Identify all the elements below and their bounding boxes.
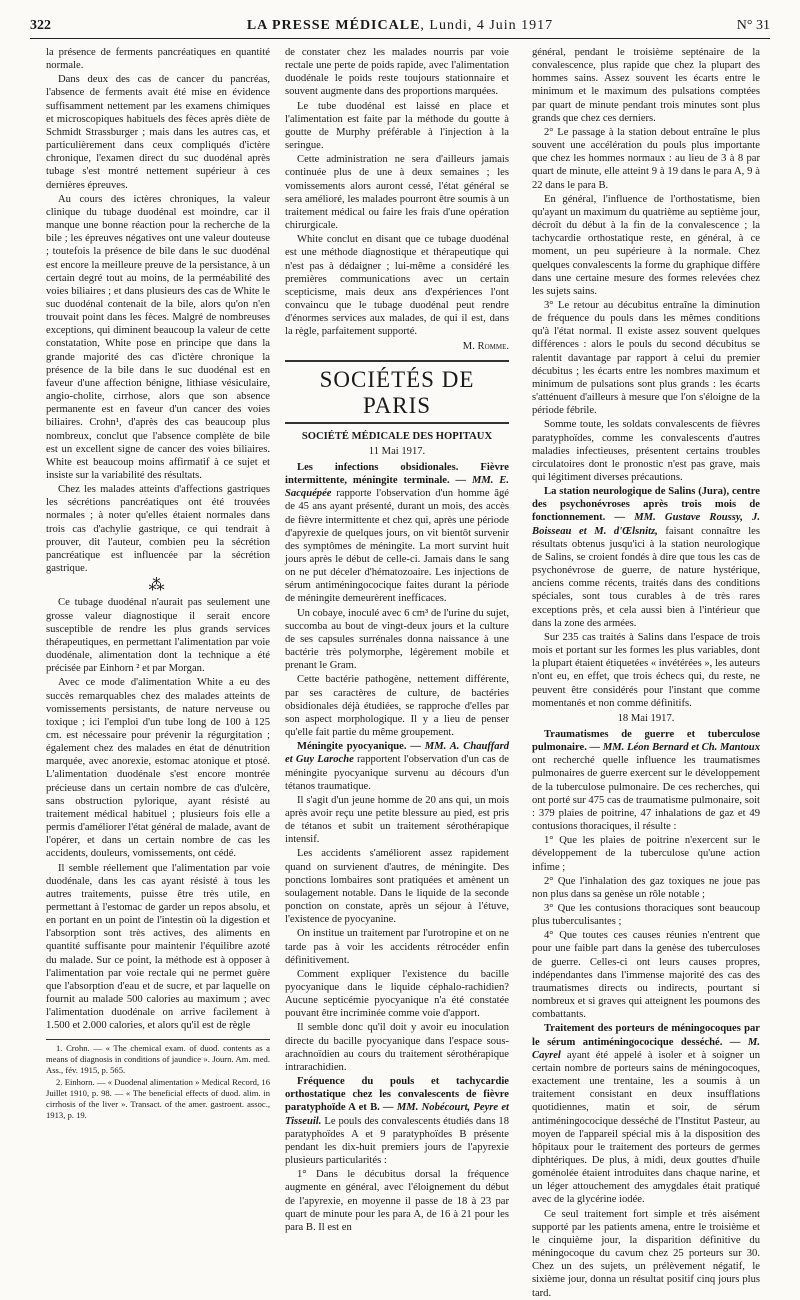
footnote: 1. Crohn. — « The chemical exam. of duod. contents as a means of diagnosis in conditions of jaundice ». Journ. Am. med. Ass., fév. 1915, p. 565. — [46, 1042, 270, 1075]
report-entry — [532, 485, 760, 630]
footnotes — [46, 1039, 270, 1121]
paragraph: On institue un traitement par l'urotropine et on ne tarde pas à voir les accidents rétrocéder enfin définitivement. — [285, 928, 509, 966]
report-text: rapportent l'observation d'un cas de méningite pyocyanique survenu au décours d'un tétanos traumatique. — [285, 754, 509, 792]
paragraph: général, pendant le troisième septénaire de la convalescence, plus rapide que chez la plupart des hommes sains. Assez souvent les écarts entre le minimum et le maximum des pulsations comptées par quart de minute pendant trois minutes sont plus grands que chez ces derniers. — [532, 47, 760, 124]
meeting-date: 11 Mai 1917. — [368, 445, 426, 457]
journal-name: LA PRESSE MÉDICALE — [246, 18, 421, 33]
paragraph: Avec ce mode d'alimentation White a eu des succès remarquables chez des malades atteints de vomissements persistants, de nature nerveuse ou toxique ; ici l'emploi d'un tube long de 100 à 125 cm. est nécessaire pour prévenir la régurgitation ; également chez des malades en état de dénutrition marquée, avec anorexie, estomac atonique et ptosé. L'alimentation duodénale s'est encore montrée précieuse dans un certain nombre de cas d'ulcère, sans obstruction pylorique, ayant résisté au traitement médical habituel ; plusieurs fois elle a permis d'améliorer l'état général de malade, avant de l'opérer, et dans un certain nombre de cas les accidents, douleurs, vomissements, ont cédé. — [46, 677, 270, 860]
column-2 — [285, 46, 510, 1233]
paragraph: Il semble donc qu'il doit y avoir eu inoculation directe du bacille pyocyanique dans l'espace sous-arachnoïdien au cours du traitement sérothérapique intrarachidien. — [285, 1022, 509, 1073]
report-text: rapporte l'observation d'un homme âgé de 45 ans ayant présenté, durant un mois, des accès de fièvre intermittente et chez qui, après une période d'apyrexie de quelques jours, on vit bientôt survenir des symptômes de méningite. La mort survint huit jours après le début de celle-ci. Jamais dans le sang on ne put déceler d'hématozoaire. Les injections de sérum antiméningococique faites durant la période de méningite demeurèrent inefficaces. — [285, 488, 509, 605]
page-number: 322 — [30, 18, 51, 33]
report-authors: — MM. Léon Bernard et Ch. Mantoux — [589, 742, 760, 754]
paragraph: 1° Dans le décubitus dorsal la fréquence augmente en général, avec l'éloignement du début de l'apyrexie, en moyenne il passe de 18 à 23 par quart de minute pour les para A, de 16 à 21 pour les para B. Il est en — [285, 1169, 509, 1233]
report-title: Méningite pyocyanique. — [297, 741, 407, 753]
paragraph: 4° Que toutes ces causes réunies n'entrent que pour une faible part dans la genèse des tuberculoses de guerre. Celles-ci ont leurs causes propres, indépendantes dans l'immense majorité des cas des traumatismes directs ou indirects, pourtant si nombreux et si graves qui atteignent les poumons des combattants. — [532, 930, 760, 1021]
report-title: Traitement des porteurs de méningocoques par le sérum antiméningococique desséché. — [532, 1023, 760, 1048]
paragraph: 3° Que les contusions thoraciques sont beaucoup plus tuberculisantes ; — [532, 903, 760, 928]
report-authors: — M. Cayrel — [532, 1036, 760, 1061]
paragraph: Il semble réellement que l'alimentation par voie duodénale, dans les cas ayant résisté à tous les autres traitements, puisse être très utile, en permettant à l'estomac de garder un repos absolu, et en portant en un point de l'intestin où la digestion et l'absorption sont très actives, des aliments en quantité suffisante pour maintenir l'équilibre azoté du malade. Sur ce point, la méthode est à opposer à l'alimentation par voie rectale qui ne permet guère que l'absorption d'eau et de sucre, et par laquelle on fournit au malade 500 calories au maximum ; avec l'alimentation duodénale on arrive facilement à 1.500 et 2.000 calories, et alors qu'il est de règle — [46, 862, 270, 1032]
paragraph: Cette bactérie pathogène, nettement différente, par ses caractères de culture, de bactéries obsidionales déjà étudiées, se rapproche d'elles par son aspect morphologique. Il y a lieu de penser qu'elle fait partie du même groupement. — [285, 674, 509, 739]
report-authors: — MM. Nobécourt, Peyre et Tisseuil. — [285, 1102, 510, 1127]
paragraph: la présence de ferments pancréatiques en quantité normale. — [46, 47, 270, 72]
paragraph: de constater chez les malades nourris par voie rectale une perte de poids rapide, avec l'alimentation duodénale le poids reste toujours stationnaire et souvent augmente dans des proportions marquées. — [285, 47, 509, 98]
paragraph: Dans deux des cas de cancer du pancréas, l'absence de ferments avait été mise en évidence suffisamment nettement par les examens chimiques et microscopiques habituels des fèces après diète de Schmidt Strassburger ; mais dans les autres cas, et particulièrement dans ceux compliqués d'ictère chronique, l'examen direct du suc duodénal après tubage s'est montré nettement supérieur à ces dernières épreuves. — [46, 74, 270, 191]
footnote: 2. Einhorn. — « Duodenal alimentation » Medical Record, 16 Juillet 1910, p. 98. — « The beneficial effects of duod. alim. in cirrhosis of the liver ». Transact. of the amer. gastroent. assoc., 1913, p. 19. — [46, 1076, 270, 1120]
paragraph: Ce seul traitement fort simple et très aisément supporté par les patients amena, entre le troisième et le cinquième jour, la disparition définitive du méningocoque du cavum chez 25 porteurs sur 30. Chez un des sujets, un prélèvement négatif, le sixième jour, donna un résultat positif cinq jours plus tard. — [532, 1208, 760, 1299]
society-name: SOCIÉTÉ MÉDICALE DES HOPITAUX — [301, 430, 493, 442]
running-header — [30, 18, 770, 39]
issue-date: , Lundi, 4 Juin 1917 — [420, 18, 554, 33]
paragraph: 2° Que l'inhalation des gaz toxiques ne joue pas non plus dans sa genèse un rôle notable ; — [532, 875, 760, 900]
meeting-date: 18 Mai 1917. — [617, 712, 675, 724]
paragraph: Sur 235 cas traités à Salins dans l'espace de trois mois et portant sur les formes les plus variables, dont la plupart étaient étiquetées « invétérées », les auteurs n'ont eu, en effet, que trois échecs qui, du reste, ne peuvent être considérés pour l'instant que comme momentanés et non comme définitifs. — [532, 631, 760, 709]
report-entry — [285, 1075, 509, 1167]
paragraph: 2° Le passage à la station debout entraîne le plus souvent une accélération du pouls plus importante que chez les hommes normaux : au lieu de 3 à 8 par quart de minute, elle atteint 9 à 19 dans le para A, 9 à 22 dans le para B. — [532, 126, 760, 191]
report-title: Les infections obsidionales. Fièvre intermittente, méningite terminale. — [285, 461, 509, 487]
section-separator: ⁂ — [148, 577, 168, 595]
column-3 — [532, 46, 760, 1299]
report-authors: — MM. Gustave Roussy, J. Boisseau et M. d'Œlsnitz, — [532, 512, 760, 537]
paragraph: Comment expliquer l'existence du bacille pyocyanique dans le liquide céphalo-rachidien? Aucune septicémie pyocyanique n'a été constatée pouvant être incriminée comme voie d'apport. — [285, 968, 509, 1020]
paragraph: 1° Que les plaies de poitrine n'exercent sur le développement de la tuberculose qu'une action infime ; — [532, 835, 760, 873]
paragraph: Les accidents s'améliorent assez rapidement quand on survienent d'autres, de méningite. Des ponctions lombaires sont pratiquées et amènent un soulagement notable. Dans le liquide de la seconde ponction on constate, après un séjour à l'étuve, l'existence de pyocyanine. — [285, 848, 509, 926]
report-title: La station neurologique de Salins (Jura), centre des psychonévroses après trois mois de fonctionnement. — [532, 486, 760, 524]
paragraph: Chez les malades atteints d'affections gastriques les sécrétions pancréatiques ont été trouvées normales ; à noter qu'elles étaient normales dans trois cas d'achylie gastrique, ce qui tendrait à prouver, dit l'auteur, combien peu la sécrétion pancréatique est influencée par la sécrétion gastrique. — [46, 484, 270, 575]
report-entry — [285, 461, 509, 606]
report-text: ayant été appelé à isoler et à soigner un certain nombre de porteurs sains de méningocoques, exactement une trentaine, les a soumis à un traitement consistant en deux insufflations quotidiennes, matin et soir, de sérum antiméningococique desséché de l'Institut Pasteur, au moyen de l'appareil spécial mis à la disposition des hôpitaux pour le traitement des porteurs de germes diphtériques. De plus, à midi, deux gouttes d'huile goménolée étaient introduites dans chaque narine, et un léger attouchement des amygdales était pratiqué avec de la glycérine iodée. — [532, 1049, 760, 1206]
paragraph: Somme toute, les soldats convalescents de fièvres paratyphoïdes, comme les convalescents d'autres maladies infectieuses, présentent certains troubles circulatoires dont le pronostic n'est pas grave, mais qui légitiment diverses précautions. — [532, 419, 760, 483]
report-entry — [532, 728, 760, 833]
paragraph: Cette administration ne sera d'ailleurs jamais continuée plus de une à deux semaines ; les vomissements alors auront cessé, l'état général se sera amélioré, les malades pourront être soumis à un traitement médical ou faire les frais d'une opération chirurgicale. — [285, 154, 509, 232]
report-text: ont recherché quelle influence les traumatismes pulmonaires de guerre exercent sur le développement de la tuberculose pulmonaire. De ces recherches, qui ont porté sur 475 cas de traumatisme pulmonaire, soit : 379 plaies de poitrine, 47 inhalations de gaz et 49 contusions thoraciques, il résulte : — [532, 755, 760, 833]
report-entry — [285, 740, 509, 793]
report-authors: — MM. A. Chauffard et Guy Laroche — [285, 741, 509, 766]
paragraph: Au cours des ictères chroniques, la valeur clinique du tubage duodénal est moindre, car il manque une bonne réaction pour la recherche de la bile ; les épreuves négatives ont une valeur douteuse ; toutefois la présence de bile dans le suc duodénal est encore la meilleure preuve de la persistance, à un certain degré tout au moins, de la perméabilité des voies biliaires ; et dans plusieurs des cas de White le suc duodénal contenait de la bile, alors qu'on n'en trouvait point dans les fèces. Malgré de nombreuses exceptions, qui diminent beaucoup la valeur de cette constatation, White pose en principe que dans la grande majorité des cas d'ictère chronique la présence de la bile dans le suc duodénal est en faveur d'une affection bénigne, lithiase vésiculaire, angio-cholite, cirrhose, alors que son absence permanente est en faveur d'un cancer des voies biliaires. Crohn¹, d'après des cas beaucoup plus nombreux, conclut que l'absence complète de bile est un excellent signe de cancer des voies biliaires. White est beaucoup moins affirmatif à ce sujet et insiste sur la variabilité des résultats. — [46, 193, 270, 481]
paragraph: Il s'agit d'un jeune homme de 20 ans qui, un mois après avoir reçu une petite blessure au pied, est pris de tétanos et subit un traitement sérothérapique intensif. — [285, 794, 509, 846]
journal-title — [30, 18, 770, 34]
paragraph: Ce tubage duodénal n'aurait pas seulement une grosse valeur diagnostique il serait encore susceptible de rendre les plus grands services thérapeutiques, en permettant l'alimentation par voie duodénale, alimentation dont la technique a été précisée par Einhorn ² et par Morgan. — [46, 597, 270, 675]
report-entry — [532, 1022, 760, 1206]
paragraph: 3° Le retour au décubitus entraîne la diminution de fréquence du pouls dans les mêmes conditions qu'à l'état normal. Il existe assez souvent quelques différences : alors le pouls du second décubitus se ralentit davantage par rapport à celui du premier décubitus ; les écarts entre les nombres maximum et minimum de pulsations sont plus grands : les écarts s'atténuent d'ailleurs à mesure que l'on s'éloigne de la période fébrile. — [532, 299, 760, 417]
section-heading: SOCIÉTÉS DE PARIS — [285, 360, 509, 424]
author-signature: M. Romme. — [462, 341, 509, 353]
report-text: Le pouls des convalescents étudiés dans 18 paratyphoïdes A et 9 paratyphoïdes B présente pendant les dix-huit premiers jours de l'apyrexie plusieurs particularités : — [285, 1115, 509, 1167]
report-text: faisant connaître les résultats obtenus jusqu'ici à la station neurologique de Salins, se croient fondés à dire que tous les cas de psychonévrose de guerre, de nature hystérique, anciens comme récents, traités dans des conditions spéciales, sont tous curables à de très rares exceptions près, et cela aussi bien à l'intérieur que dans la zone des armées. — [532, 525, 760, 629]
paragraph: Le tube duodénal est laissé en place et l'alimentation est faite par la méthode du goutte à goutte de Murphy préférable à l'injection à la seringue. — [285, 100, 509, 152]
issue-number: N° 31 — [736, 18, 770, 33]
report-title: Fréquence du pouls et tachycardie orthostatique chez les convalescents de fièvre paratyphoïde A et B. — [285, 1076, 509, 1114]
paragraph: White conclut en disant que ce tubage duodénal est une méthode diagnostique et thérapeutique qui n'est pas à dédaigner ; lui-même a considéré les premières communications avec un certain scepticisme, mais deux ans d'expériences l'ont convaincu que le tubage duodénal peut rendre d'énormes services aux malades, de qui il est, dans la règle, parfaitement supporté. — [285, 234, 509, 338]
report-title: Traumatismes de guerre et tuberculose pulmonaire. — [532, 728, 760, 754]
column-1 — [46, 46, 270, 1120]
paragraph: Un cobaye, inoculé avec 6 cm³ de l'urine du sujet, succomba au bout de vingt-deux jours et la culture de ses capsules surrénales donna naissance à une bactérie très polymorphe, légèrement mobile et prenant le Gram. — [285, 607, 509, 672]
report-authors: — MM. E. Sacquépée — [285, 475, 510, 500]
paragraph: En général, l'influence de l'orthostatisme, bien qu'ayant un maximum du quatrième au septième jour, décroît du début à la fin de la convalescence ; la tachycardie orthostatique reste, en général, à ce moment, un peu supérieure à la normale. Chez quelques convalescents la forme du graphique diffère dans une certaine mesure des formes relevées chez les sujets sains. — [532, 193, 760, 297]
